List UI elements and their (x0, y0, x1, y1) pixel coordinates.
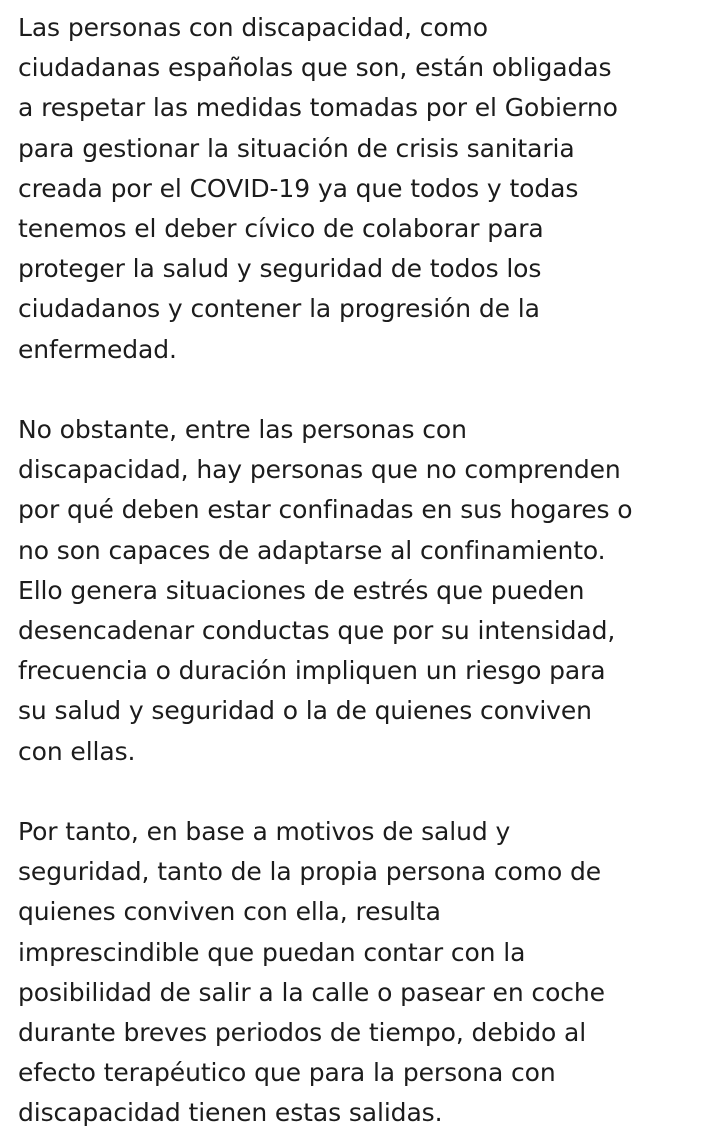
text-line: discapacidad tienen estas salidas. (18, 1098, 443, 1128)
text-line: Por tanto, en base a motivos de salud y (18, 817, 511, 847)
text-line: Ello genera situaciones de estrés que pueden (18, 575, 585, 605)
text-line: tenemos el deber cívico de colaborar para (18, 214, 544, 244)
text-line: imprescindible que puedan contar con la (18, 937, 526, 967)
text-line: enfermedad. (18, 334, 177, 364)
text-line: desencadenar conductas que por su intensidad, (18, 616, 616, 646)
text-line: creada por el COVID-19 ya que todos y todas (18, 173, 579, 203)
paragraph-2 (18, 410, 704, 772)
text-line: a respetar las medidas tomadas por el Gobierno (18, 93, 618, 123)
text-line: discapacidad, hay personas que no comprenden (18, 455, 621, 485)
paragraph-3 (18, 812, 704, 1134)
text-line: por qué deben estar confinadas en sus hogares o (18, 495, 633, 525)
text-line: durante breves periodos de tiempo, debido al (18, 1018, 587, 1048)
text-line: frecuencia o duración impliquen un riesgo para (18, 656, 606, 686)
text-line: ciudadanos y contener la progresión de la (18, 294, 540, 324)
text-line: Las personas con discapacidad, como (18, 13, 488, 42)
text-line: proteger la salud y seguridad de todos los (18, 254, 542, 284)
text-line: ciudadanas españolas que son, están obligadas (18, 53, 612, 83)
text-line: su salud y seguridad o la de quienes conviven (18, 696, 592, 726)
text-line: seguridad, tanto de la propia persona como de (18, 857, 602, 887)
text-line: quienes conviven con ella, resulta (18, 897, 441, 927)
text-line: no son capaces de adaptarse al confinamiento. (18, 535, 606, 565)
text-line: No obstante, entre las personas con (18, 415, 467, 445)
paragraph-1 (18, 8, 704, 370)
text-line: posibilidad de salir a la calle o pasear en coche (18, 977, 605, 1007)
text-line: con ellas. (18, 736, 136, 766)
text-line: efecto terapéutico que para la persona con (18, 1058, 556, 1088)
text-line: para gestionar la situación de crisis sanitaria (18, 133, 575, 163)
